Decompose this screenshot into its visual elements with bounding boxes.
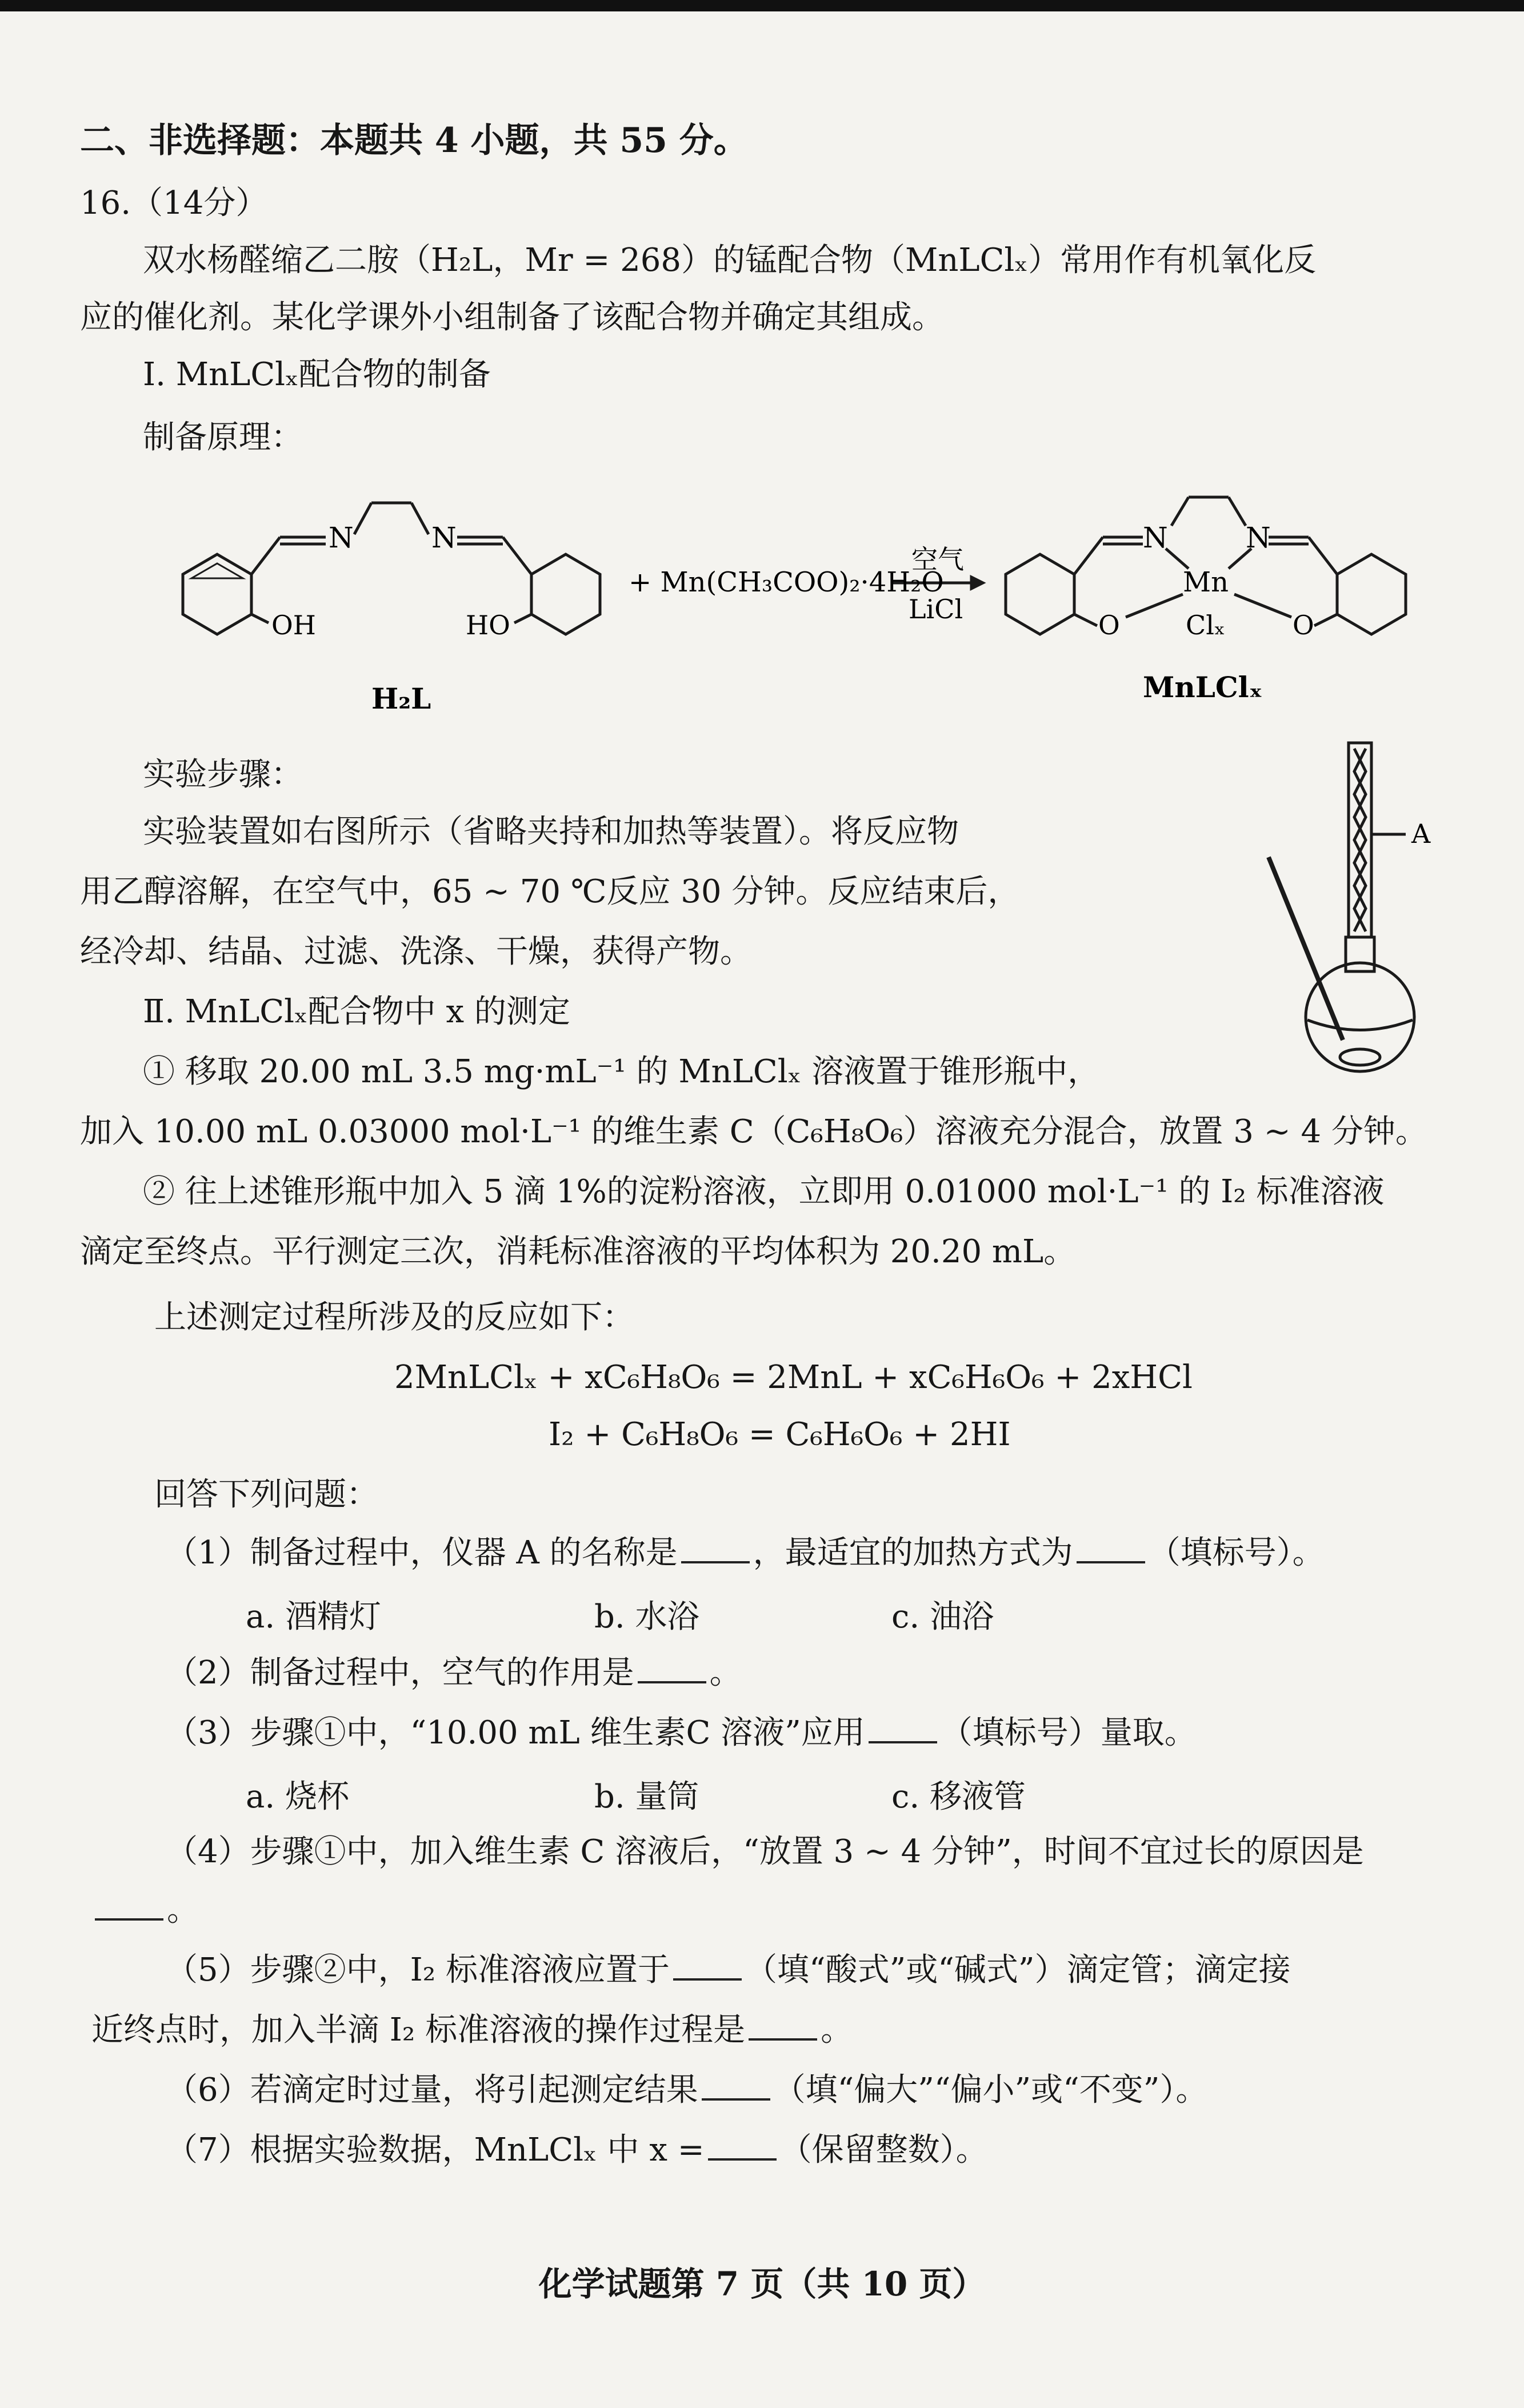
product-left-ring [1006, 554, 1074, 634]
q4-text-b: 。 [167, 1891, 199, 1929]
q7-blank[interactable] [708, 2129, 777, 2161]
measure-1b: 加入 10.00 mL 0.03000 mol·L⁻¹ 的维生素 C（C₆H₈O₆）溶液充分混合，放置 3 ~ 4 分钟。 [80, 1113, 1427, 1150]
q1-blank-2[interactable] [1077, 1531, 1145, 1563]
q6-text-b: （填“偏大”“偏小”或“不变”）。 [773, 2071, 1208, 2109]
n-label-1: N [329, 521, 354, 554]
o-label-2: O [1293, 610, 1314, 641]
n-label-2: N [431, 521, 457, 554]
intro-line-1: 双水杨醛缩乙二胺（H₂L，Mr = 268）的锰配合物（MnLClₓ）常用作有机氧化反 [143, 242, 1317, 279]
q3-option-b: b. 量筒 [594, 1778, 699, 1815]
q5-blank-1[interactable] [673, 1949, 742, 1981]
steps-line-1: 实验装置如右图所示（省略夹持和加热等装置）。将反应物 [143, 813, 959, 850]
question-4-cont [91, 1889, 199, 1931]
question-6 [166, 2069, 1207, 2111]
q3-option-c: c. 移液管 [891, 1778, 1026, 1815]
steps-title: 实验步骤： [143, 756, 303, 793]
mnlclx-label: MnLClₓ [1143, 670, 1263, 704]
question-number: 16.（14分） [80, 185, 268, 222]
oh-label: OH [271, 610, 316, 641]
part2-title: Ⅱ. MnLClₓ配合物中 x 的测定 [143, 993, 570, 1030]
steps-line-2: 用乙醇溶解，在空气中，65 ~ 70 ℃反应 30 分钟。反应结束后， [80, 873, 1020, 910]
question-1 [166, 1531, 1325, 1574]
q1-option-c: c. 油浴 [891, 1598, 994, 1635]
measure-2b: 滴定至终点。平行测定三次，消耗标准溶液的平均体积为 20.20 mL。 [80, 1233, 1076, 1270]
measure-1a: ① 移取 20.00 mL 3.5 mg·mL⁻¹ 的 MnLClₓ 溶液置于锥形瓶中， [143, 1053, 1100, 1090]
left-benzene-ring [183, 554, 251, 634]
q6-blank[interactable] [702, 2069, 770, 2101]
question-4: （4）步骤①中，加入维生素 C 溶液后，“放置 3 ~ 4 分钟”，时间不宜过长的原因是 [166, 1833, 1364, 1870]
part1-title: Ⅰ. MnLClₓ配合物的制备 [143, 356, 491, 393]
q3-text-a: （3）步骤①中，“10.00 mL 维生素C 溶液”应用 [166, 1714, 865, 1751]
reagent-label: + Mn(CH₃COO)₂·4H₂O [629, 566, 944, 598]
q5-text-d: 。 [821, 2011, 853, 2049]
measure-2a: ② 往上述锥形瓶中加入 5 滴 1%的淀粉溶液，立即用 0.01000 mol·L⁻¹ 的 I₂ 标准溶液 [143, 1173, 1385, 1210]
q7-text-b: （保留整数）。 [779, 2131, 988, 2169]
o-label-1: O [1098, 610, 1120, 641]
question-5-cont [91, 2009, 853, 2051]
question-7 [166, 2129, 988, 2171]
q7-text-a: （7）根据实验数据，MnLClₓ 中 x = [166, 2131, 705, 2169]
equation-2: I₂ + C₆H₈O₆ = C₆H₆O₆ + 2HI [549, 1416, 1011, 1453]
right-benzene-ring [531, 554, 600, 634]
question-5 [166, 1949, 1291, 1991]
top-border [0, 0, 1524, 11]
q3-blank[interactable] [869, 1711, 937, 1743]
q3-text-b: （填标号）量取。 [940, 1714, 1197, 1751]
q1-text-c: （填标号）。 [1148, 1534, 1325, 1571]
arrow-bottom-label: LiCl [909, 594, 963, 625]
question-3 [166, 1711, 1197, 1754]
q1-text-b: ，最适宜的加热方式为 [753, 1534, 1073, 1571]
q2-blank[interactable] [638, 1651, 706, 1683]
h2l-label: H₂L [371, 682, 431, 715]
intro-line-2: 应的催化剂。某化学课外小组制备了该配合物并确定其组成。 [80, 299, 944, 336]
q2-text-b: 。 [709, 1654, 742, 1691]
q6-text-a: （6）若滴定时过量，将引起测定结果 [166, 2071, 698, 2109]
equation-1: 2MnLClₓ + xC₆H₈O₆ = 2MnL + xC₆H₆O₆ + 2xHCl [394, 1359, 1193, 1396]
product-n-2: N [1246, 521, 1271, 554]
apparatus-diagram [1246, 731, 1474, 1074]
q1-blank-1[interactable] [681, 1531, 750, 1563]
q5-text-b: （填“酸式”或“碱式”）滴定管；滴定接 [745, 1951, 1291, 1989]
q5-text-a: （5）步骤②中，I₂ 标准溶液应置于 [166, 1951, 670, 1989]
section-header: 二、非选择题：本题共 4 小题，共 55 分。 [80, 121, 748, 161]
q4-blank[interactable] [95, 1889, 163, 1921]
q1-text-a: （1）制备过程中，仪器 A 的名称是 [166, 1534, 678, 1571]
q5-blank-2[interactable] [749, 2009, 817, 2041]
clx-label: Clₓ [1186, 610, 1226, 641]
reaction-scheme [114, 469, 1429, 726]
product-right-ring [1337, 554, 1406, 634]
q2-text-a: （2）制备过程中，空气的作用是 [166, 1654, 634, 1691]
q1-option-a: a. 酒精灯 [246, 1598, 381, 1635]
arrow-top-label: 空气 [911, 544, 964, 575]
mn-label: Mn [1183, 566, 1229, 598]
question-2 [166, 1651, 742, 1694]
q5-text-c: 近终点时，加入半滴 I₂ 标准溶液的操作过程是 [91, 2011, 746, 2049]
answer-title: 回答下列问题： [154, 1476, 378, 1513]
reactions-title: 上述测定过程所涉及的反应如下： [154, 1299, 634, 1336]
principle-label: 制备原理： [143, 419, 303, 456]
ho-label: HO [466, 610, 510, 641]
apparatus-a-label: A [1411, 818, 1431, 849]
q3-option-a: a. 烧杯 [246, 1778, 349, 1815]
steps-line-3: 经冷却、结晶、过滤、洗涤、干燥，获得产物。 [80, 933, 752, 970]
product-n-1: N [1143, 521, 1168, 554]
q1-option-b: b. 水浴 [594, 1598, 699, 1635]
page-footer: 化学试题第 7 页（共 10 页） [538, 2265, 986, 2303]
